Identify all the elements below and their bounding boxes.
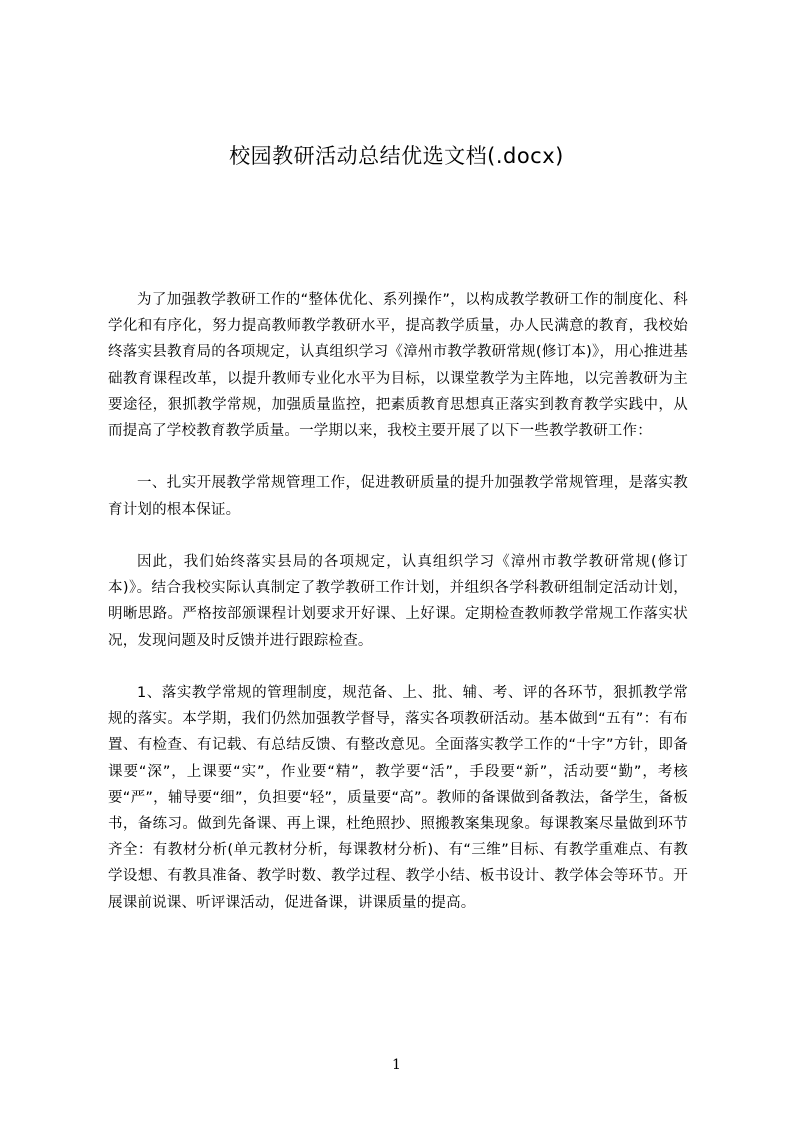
paragraph-section-one: 一、扎实开展教学常规管理工作，促进教研质量的提升加强教学常规管理，是落实教育计划的根本保证。 [108, 475, 688, 518]
document-body [108, 287, 688, 916]
page-number: 1 [392, 1057, 401, 1073]
paragraph-item-one: 1、落实教学常规的管理制度，规范备、上、批、辅、考、评的各环节，狠抓教学常规的落实。本学期，我们仍然加强教学督导，落实各项教研活动。基本做到“五有”：有布置、有检查、有记载、有总结反馈、有整改意见。全面落实教学工作的“十字”方针，即备课要“深”，上课要“实”，作业要“精”，教学要“活”，手段要“新”，活动要“勤”，考核要“严”，辅导要“细”，负担要“轻”，质量要“高”。教师的备课做到备教法，备学生，备板书，备练习。做到先备课、再上课，杜绝照抄、照搬教案集现象。每课教案尽量做到环节齐全：有教材分析(单元教材分析，每课教材分析)、有“三维”目标、有教学重难点、有教学设想、有教具准备、教学时数、教学过程、教学小结、板书设计、教学体会等环节。开展课前说课、听评课活动，促进备课，讲课质量的提高。 [108, 685, 688, 911]
document-title: 校园教研活动总结优选文档(.docx) [229, 144, 564, 168]
paragraph-therefore: 因此，我们始终落实县局的各项规定，认真组织学习《漳州市教学教研常规(修订本)》。结合我校实际认真制定了教学教研工作计划，并组织各学科教研组制定活动计划，明晰思路。严格按部颁课程计划要求开好课、上好课。定期检查教师教学常规工作落实状况，发现问题及时反馈并进行跟踪检查。 [108, 554, 688, 649]
paragraph-intro: 为了加强教学教研工作的“整体优化、系列操作”，以构成教学教研工作的制度化、科学化和有序化，努力提高教师教学教研水平，提高教学质量，办人民满意的教育，我校始终落实县教育局的各项规定，认真组织学习《漳州市教学教研常规(修订本)》，用心推进基础教育课程改革，以提升教师专业化水平为目标，以课堂教学为主阵地，以完善教研为主要途径，狠抓教学常规，加强质量监控，把素质教育思想真正落实到教育教学实践中，从而提高了学校教育教学质量。一学期以来，我校主要开展了以下一些教学教研工作： [108, 292, 688, 440]
